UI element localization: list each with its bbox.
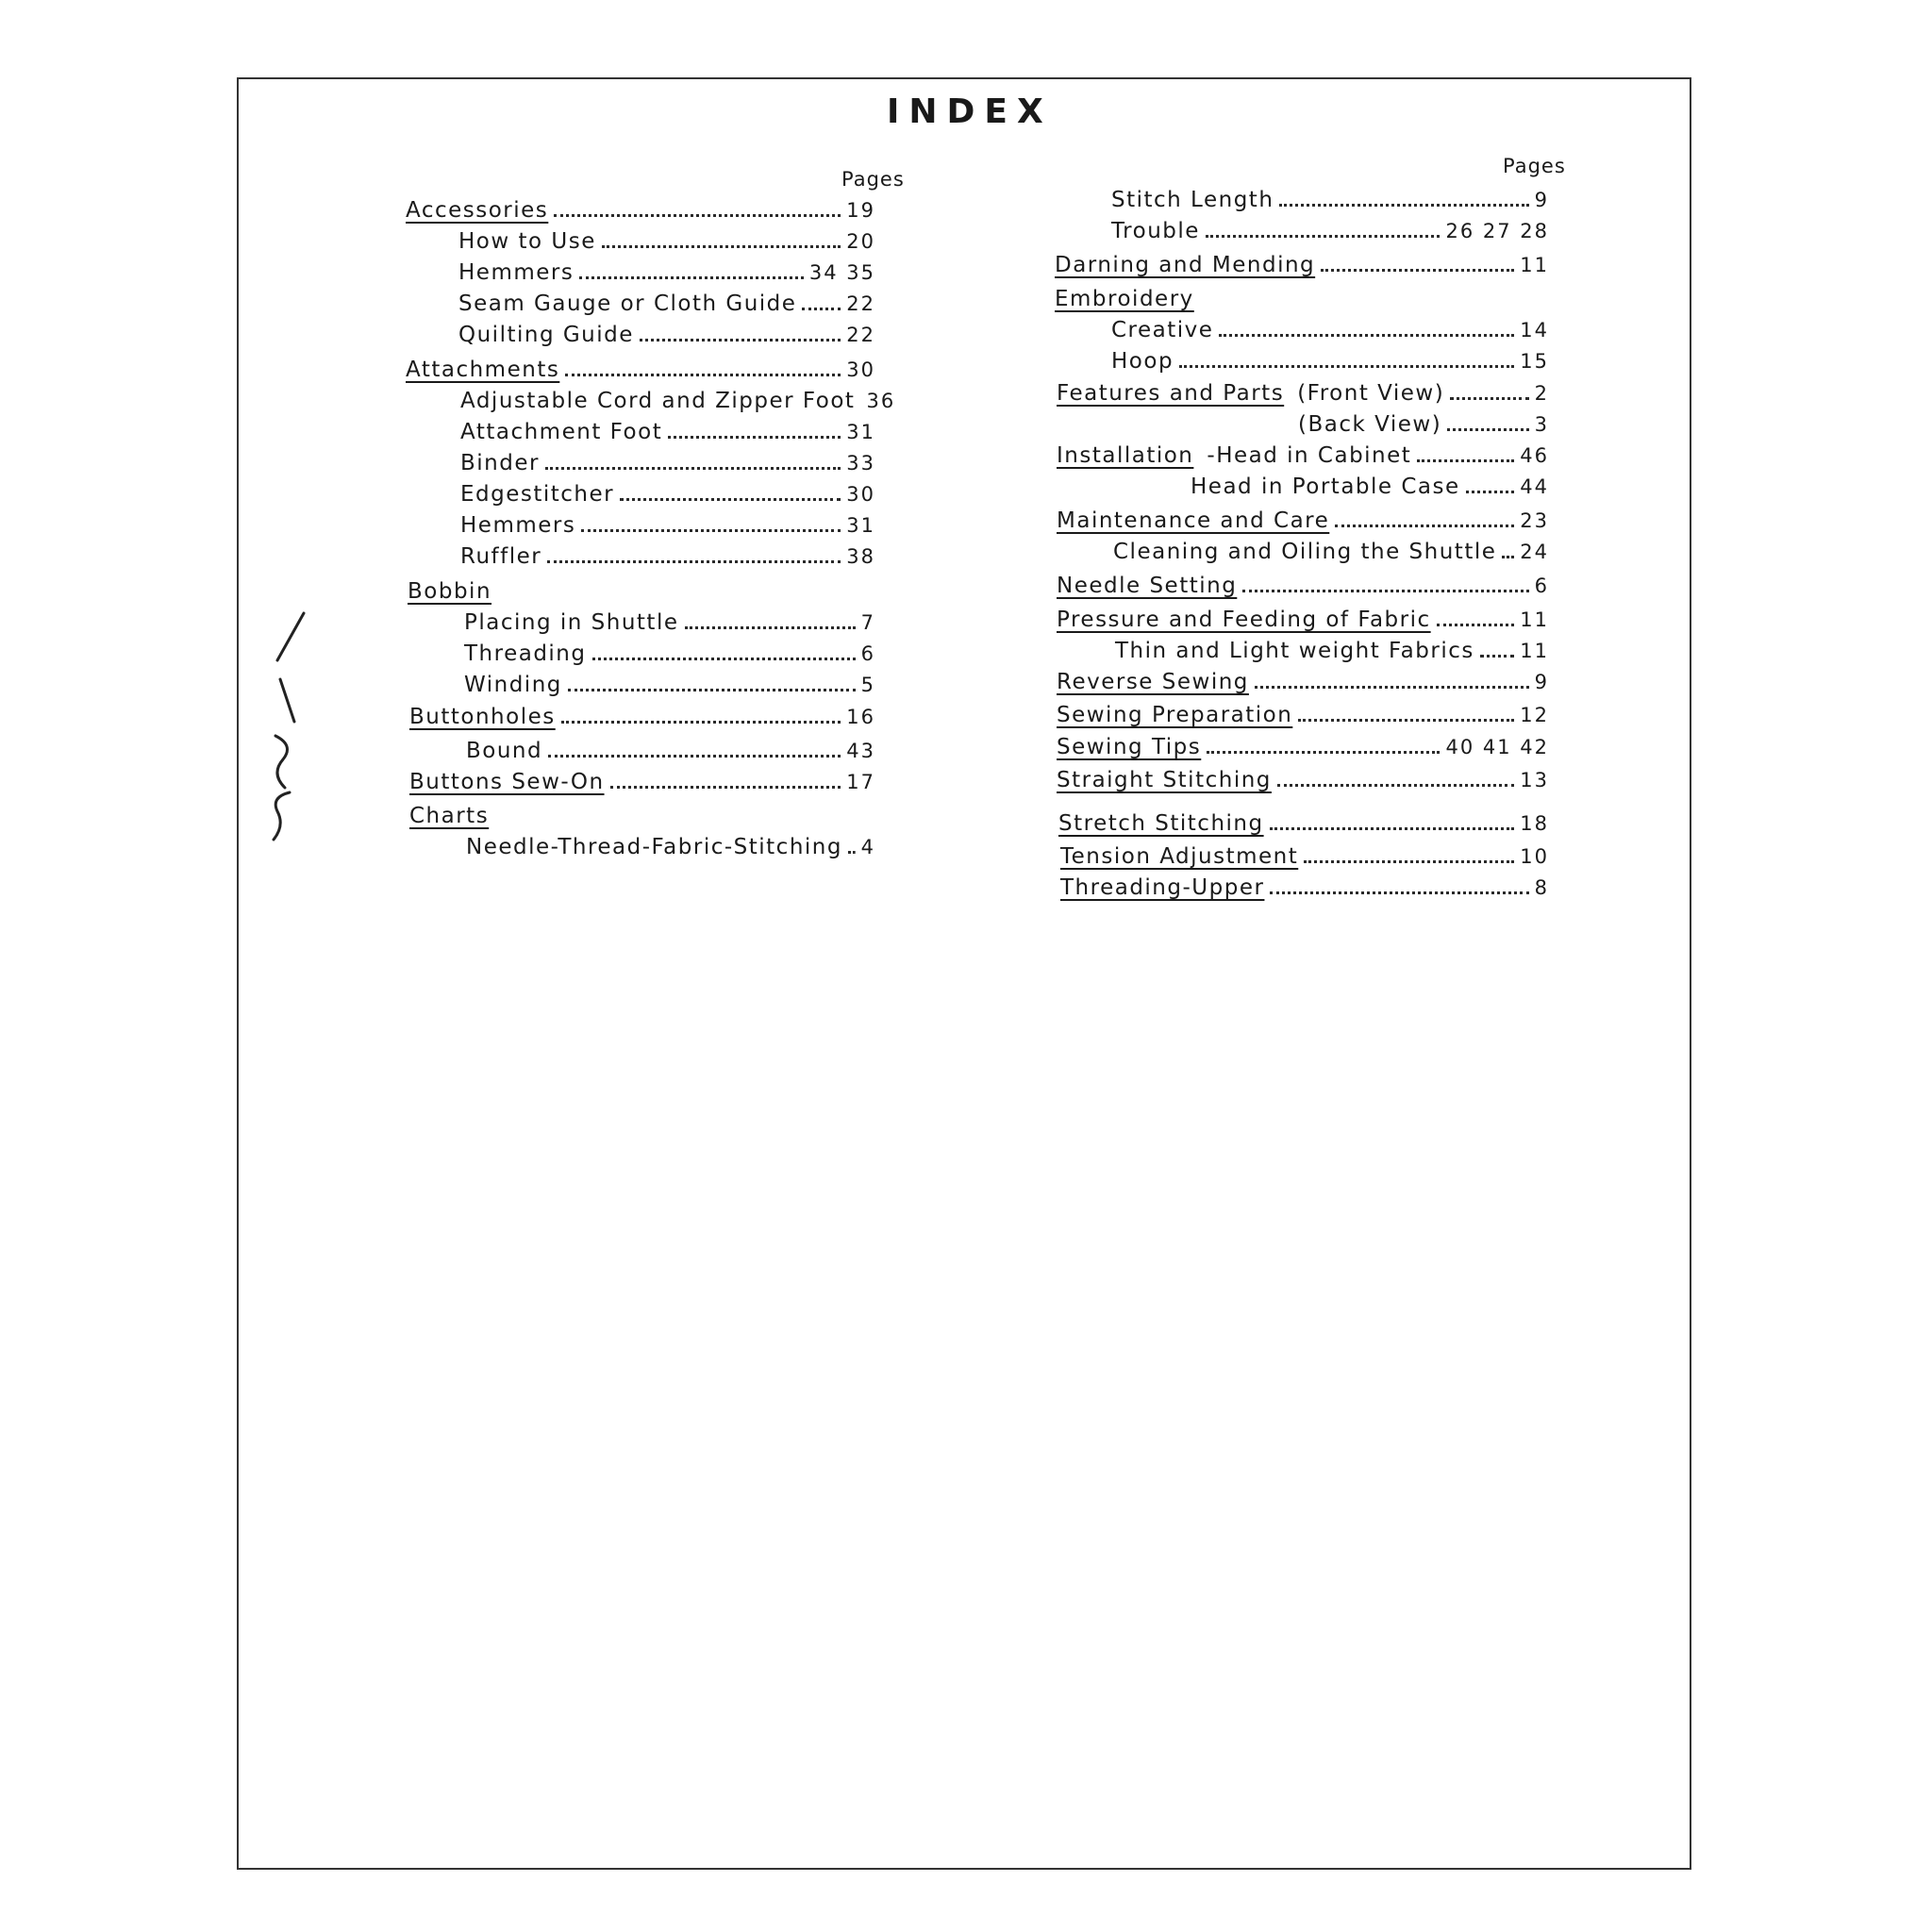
right-index-entry <box>1057 733 1549 761</box>
left-index-entry <box>409 703 875 731</box>
entry-label: Needle-Thread-Fabric-Stitching <box>466 835 842 859</box>
entry-label: Darning and Mending <box>1055 253 1316 277</box>
entry-page-number: 6 <box>860 642 875 665</box>
dot-leader <box>1255 686 1529 689</box>
dot-leader <box>1437 624 1515 626</box>
entry-label: Cleaning and Oiling the Shuttle <box>1113 540 1497 564</box>
page-title: INDEX <box>887 92 1053 131</box>
dot-leader <box>620 498 841 501</box>
right-index-entry <box>1055 285 1549 313</box>
entry-page-number: 40 41 42 <box>1445 736 1549 758</box>
dot-leader <box>602 245 841 248</box>
dot-leader <box>1466 491 1515 493</box>
dot-leader <box>548 755 841 758</box>
entry-label: Bobbin <box>408 579 492 604</box>
entry-label: Stitch Length <box>1111 188 1274 212</box>
dot-leader <box>1304 860 1514 863</box>
entry-label: Seam Gauge or Cloth Guide <box>458 291 797 316</box>
dot-leader <box>581 529 841 532</box>
entry-page-number: 12 <box>1520 704 1549 726</box>
entry-label: Trouble <box>1111 219 1200 243</box>
entry-label: Embroidery <box>1055 287 1194 311</box>
entry-label: Accessories <box>406 198 549 223</box>
left-index-entry <box>466 833 875 861</box>
dot-leader <box>848 851 856 854</box>
entry-page-number: 34 35 <box>808 261 875 284</box>
entry-page-number: 22 <box>846 292 875 315</box>
dot-leader <box>547 560 841 563</box>
dot-leader <box>1502 556 1514 558</box>
entry-label: Creative <box>1111 318 1214 342</box>
right-index-entry <box>1057 507 1549 535</box>
entry-page-number: 6 <box>1534 575 1549 597</box>
entry-label: Charts <box>409 804 490 828</box>
entry-page-number: 13 <box>1520 769 1549 791</box>
entry-page-number: 2 <box>1534 382 1549 405</box>
handwritten-margin-note <box>266 604 313 858</box>
entry-page-number: 15 <box>1520 350 1549 373</box>
left-index-entry <box>409 768 875 796</box>
right-index-entry <box>1298 410 1549 439</box>
pages-header-left: Pages <box>841 168 905 191</box>
right-index-entry <box>1111 217 1549 245</box>
dot-leader <box>1447 428 1528 431</box>
right-index-entry <box>1113 538 1549 566</box>
left-index-entry <box>408 577 875 606</box>
entry-page-number: 11 <box>1520 608 1549 631</box>
left-index-entry <box>460 511 875 540</box>
dot-leader <box>592 658 856 660</box>
entry-page-number: 8 <box>1534 876 1549 899</box>
entry-page-number: 17 <box>846 771 875 793</box>
left-index-entry <box>458 258 875 287</box>
entry-page-number: 16 <box>846 706 875 728</box>
entry-label: Sewing Preparation <box>1057 703 1293 727</box>
entry-label: Quilting Guide <box>458 323 634 347</box>
entry-label: Hemmers <box>458 260 575 285</box>
right-index-entry <box>1055 251 1549 279</box>
entry-page-number: 43 <box>846 740 875 762</box>
dot-leader <box>1242 590 1528 592</box>
entry-label: (Back View) <box>1298 412 1442 437</box>
dot-leader <box>554 214 841 217</box>
entry-page-number: 23 <box>1520 509 1549 532</box>
dot-leader <box>1179 365 1514 368</box>
left-index-entry <box>406 196 875 225</box>
entry-label: Edgestitcher <box>460 482 615 507</box>
right-index-entry <box>1057 572 1549 600</box>
entry-label: Buttons Sew-On <box>409 770 605 794</box>
dot-leader <box>1417 459 1514 462</box>
entry-page-number: 26 27 28 <box>1445 220 1549 242</box>
entry-label: Tension Adjustment <box>1060 844 1299 869</box>
entry-label: Reverse Sewing <box>1057 670 1249 694</box>
left-index-entry <box>406 356 875 384</box>
left-index-entry <box>460 449 875 477</box>
entry-page-number: 33 <box>846 452 875 475</box>
dot-leader <box>1335 525 1514 527</box>
dot-leader <box>1277 784 1514 787</box>
left-index-entry <box>464 608 875 637</box>
entry-label: Attachment Foot <box>460 420 663 444</box>
entry-label: Stretch Stitching <box>1058 811 1264 836</box>
entry-label: Sewing Tips <box>1057 735 1202 759</box>
entry-page-number: 11 <box>1520 640 1549 662</box>
right-index-entry <box>1191 473 1549 501</box>
entry-page-number: 11 <box>1520 254 1549 276</box>
pages-header-right: Pages <box>1503 155 1566 177</box>
dot-leader <box>685 626 856 629</box>
entry-page-number: 5 <box>860 674 875 696</box>
right-index-entry <box>1060 842 1549 871</box>
left-index-entry <box>460 480 875 508</box>
dot-leader <box>668 436 841 439</box>
entry-page-number: 14 <box>1520 319 1549 341</box>
entry-label: Hoop <box>1111 349 1174 374</box>
right-index-entry <box>1111 347 1549 375</box>
dot-leader <box>1270 891 1528 894</box>
dot-leader <box>1298 719 1514 722</box>
left-index-entry <box>458 290 875 318</box>
left-index-entry <box>466 737 875 765</box>
dot-leader <box>640 339 841 341</box>
dot-leader <box>545 467 841 470</box>
entry-label: How to Use <box>458 229 596 254</box>
dot-leader <box>1207 751 1440 754</box>
dot-leader <box>565 374 841 376</box>
entry-label: Maintenance and Care <box>1057 508 1330 533</box>
dot-leader <box>1480 655 1514 658</box>
entry-page-number: 30 <box>846 483 875 506</box>
entry-label: Bound <box>466 739 543 763</box>
right-index-entry <box>1057 441 1549 470</box>
entry-page-number: 38 <box>846 545 875 568</box>
right-index-entry <box>1057 379 1549 408</box>
entry-label: Hemmers <box>460 513 576 538</box>
right-index-entry <box>1111 186 1549 214</box>
entry-page-number: 24 <box>1520 541 1549 563</box>
entry-label: Adjustable Cord and Zipper Foot <box>460 389 856 413</box>
entry-page-number: 36 <box>866 390 896 412</box>
right-index-entry <box>1111 316 1549 344</box>
entry-label: Needle Setting <box>1057 574 1238 598</box>
left-index-entry <box>460 418 875 446</box>
dot-leader <box>802 308 841 310</box>
document-page <box>237 77 1691 1870</box>
entry-page-number: 9 <box>1534 671 1549 693</box>
right-index-entry <box>1115 637 1549 665</box>
right-index-entry <box>1057 606 1549 634</box>
entry-page-number: 20 <box>846 230 875 253</box>
entry-sublabel: -Head in Cabinet <box>1207 443 1412 468</box>
entry-label: Buttonholes <box>409 705 556 729</box>
dot-leader <box>568 689 856 691</box>
dot-leader <box>1270 827 1515 830</box>
dot-leader <box>561 721 841 724</box>
left-index-entry <box>458 321 875 349</box>
entry-label: Ruffler <box>460 544 542 569</box>
dot-leader <box>1219 334 1514 337</box>
entry-label: Placing in Shuttle <box>464 610 679 635</box>
entry-page-number: 31 <box>846 514 875 537</box>
right-index-entry <box>1057 766 1549 794</box>
dot-leader <box>1206 235 1441 238</box>
entry-page-number: 18 <box>1520 812 1549 835</box>
right-index-entry <box>1058 809 1549 838</box>
entry-label: Threading-Upper <box>1060 875 1265 900</box>
entry-label: Threading <box>464 641 587 666</box>
right-index-entry <box>1057 701 1549 729</box>
entry-page-number: 31 <box>846 421 875 443</box>
entry-label: Head in Portable Case <box>1191 475 1460 499</box>
entry-page-number: 22 <box>846 324 875 346</box>
left-index-entry <box>409 802 875 830</box>
right-index-entry <box>1060 874 1549 902</box>
left-index-entry <box>460 542 875 571</box>
entry-label: Installation <box>1057 443 1194 468</box>
entry-sublabel: (Front View) <box>1297 381 1445 406</box>
dot-leader <box>1321 269 1514 272</box>
entry-label: Binder <box>460 451 540 475</box>
entry-label: Winding <box>464 673 562 697</box>
entry-page-number: 30 <box>846 358 875 381</box>
dot-leader <box>579 276 804 279</box>
entry-label: Features and Parts <box>1057 381 1285 406</box>
entry-label: Pressure and Feeding of Fabric <box>1057 608 1431 632</box>
entry-label: Straight Stitching <box>1057 768 1272 792</box>
left-index-entry <box>460 387 896 415</box>
dot-leader <box>1450 397 1528 400</box>
left-index-entry <box>464 671 875 699</box>
entry-label: Thin and Light weight Fabrics <box>1115 639 1474 663</box>
entry-page-number: 4 <box>860 836 875 858</box>
entry-page-number: 9 <box>1534 189 1549 211</box>
left-index-entry <box>464 640 875 668</box>
entry-page-number: 10 <box>1520 845 1549 868</box>
dot-leader <box>610 786 841 789</box>
dot-leader <box>1279 204 1528 207</box>
entry-label: Attachments <box>406 358 560 382</box>
left-index-entry <box>458 227 875 256</box>
right-index-entry <box>1057 668 1549 696</box>
entry-page-number: 7 <box>860 611 875 634</box>
entry-page-number: 44 <box>1520 475 1549 498</box>
entry-page-number: 3 <box>1534 413 1549 436</box>
entry-page-number: 19 <box>846 199 875 222</box>
entry-page-number: 46 <box>1520 444 1549 467</box>
